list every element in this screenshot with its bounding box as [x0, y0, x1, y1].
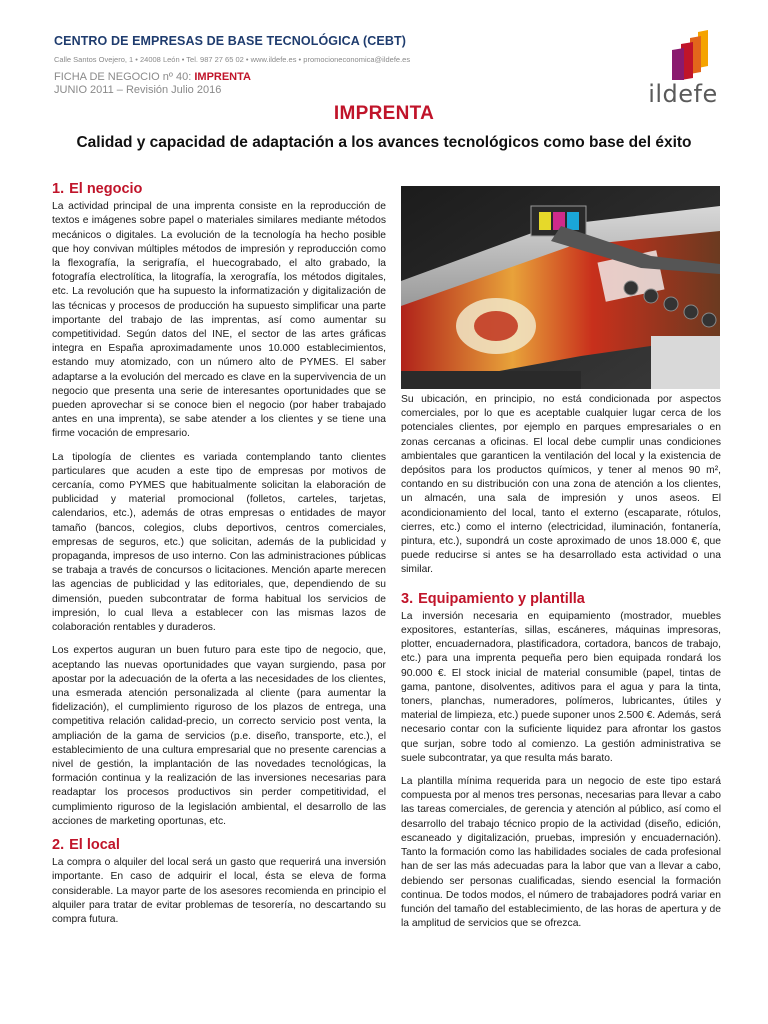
paragraph: La inversión necesaria en equipamiento (mostrador, muebles expositores, estanterías, sillas, escáneres, máquinas impresoras, plotter, encuadernadora, plastificadora, cortadora, bancos de trabajo, etc.) para una imprenta pequeña pero bien equipada rondará los 90.000 €. El stock inicial de material consumible (papel, tintas de gama, pantone, disolventes, aditivos para el agua y para la tinta, toners, planchas, numeradores, polímeros, lubricantes, útiles y material de limpieza, etc.) puede suponer unos 2.500 €. Además, será necesario contar con la suficiente liquidez para afrontar los gastos que surjan, sobre todo al comienzo. La gestión administrativa se suele subcontratar, ya que resulta más barato. — [401, 610, 721, 764]
paragraph: La compra o alquiler del local será un gasto que requerirá una inversión importante. En caso de adquirir el local, ésta se eleva de forma considerable. La mayor parte de los asesores recomienda en principio el alquiler para tratar de evitar problemas de tesorería, no descartando su compra futura. — [52, 857, 386, 925]
paragraph: Los expertos auguran un buen futuro para este tipo de negocio, que, aceptando las nuevas oportunidades que vayan surgiendo, pasa por apostar por la adecuación de la oferta a las necesidades de los clientes, una esmerada atención personalizada al cliente (para aumentar la fidelización), el cumplimiento riguroso de los plazos de entrega, una competitiva relación calidad-precio, un correcto servicio post venta, la ampliación de la gama de servicios (p.e. diseño, transporte, etc.), el establecimiento de una cultura empresarial que no presente carencias a nivel de gestión, la implantación de las novedades tecnológicas, la formación continua y la realización de las inversiones necesarias para readaptar los procesos productivos sin perder competitividad, el cumplimiento riguroso de la legislación ambiental, el desarrollo de las acciones de marketing oportunas, etc. — [52, 645, 386, 827]
section-heading-equipamiento — [401, 592, 721, 606]
organization-name: CENTRO DE EMPRESAS DE BASE TECNOLÓGICA (CEBT) — [54, 34, 406, 48]
section-title: Equipamiento y plantilla — [418, 590, 585, 607]
printer-photo — [401, 186, 720, 389]
logo-mark-icon — [638, 28, 728, 80]
ficha-business-name: IMPRENTA — [194, 71, 251, 83]
paragraph: La tipología de clientes es variada contemplando tanto clientes particulares que acuden a este tipo de empresas por motivos de cercanía, como PYMES que habitualmente solicitan la elaboración de publicidad y material promocional (folletos, carteles, tarjetas, calendarios, etc.), además de otras empresas o entidades de mayor tamaño (bancos, colegios, clubs deportivos, centros comerciales, empresas de seguros, etc.) que solicitan, además de la publicidad y propaganda, impresos de uso interno. Con las administraciones públicas se trabaja a través de concursos o licitaciones. Mención aparte merecen las agencias de publicidad y las editoriales, que, dependiendo de su dimensión, pueden subcontratar de forma habitual los servicios de impresión, lo cual lleva a establecer con las mismas lazos de colaboración rentables y duraderos. — [52, 451, 386, 634]
section-heading-local — [52, 838, 386, 852]
page-subtitle: Calidad y capacidad de adaptación a los avances tecnológicos como base del éxito — [76, 134, 692, 151]
left-column — [52, 182, 386, 936]
logo-wordmark: ildefe — [648, 80, 718, 108]
section-number: 1. — [52, 181, 65, 197]
ficha-line — [54, 71, 614, 83]
right-column — [401, 393, 721, 940]
revision-date: JUNIO 2011 – Revisión Julio 2016 — [54, 84, 222, 96]
ficha-prefix: FICHA DE NEGOCIO nº 40: — [54, 71, 195, 83]
section-number: 2. — [52, 836, 65, 853]
large-format-printer-image — [401, 186, 720, 389]
ildefe-logo — [638, 28, 728, 108]
section-title: El local — [69, 836, 120, 853]
section-title: El negocio — [69, 181, 143, 197]
document-header — [54, 34, 614, 96]
page-title: IMPRENTA — [333, 103, 435, 124]
section-heading-negocio — [52, 182, 386, 196]
paragraph: La plantilla mínima requerida para un negocio de este tipo estará compuesta por al menos tres personas, necesarias para llevar a cabo las tareas comerciales, de gerencia y atención al público, así como el desarrollo del trabajo técnico propio de la actividad (diseño, edición, escaneado y digitalización, pruebas, impresión y encuadernación). Tanto la formación como las habilidades sociales de cada profesional han de ser las más adecuadas para la labor que van a llevar a cabo, debiendo ser personas cualificadas, siendo esencial la formación continua. De todos modos, el número de trabajadores podrá variar en función del tamaño del establecimiento, de las horas de apertura y de la amplitud de servicios que se ofrezca. — [401, 776, 721, 930]
contact-address: Calle Santos Ovejero, 1 • 24008 León • Tel. 987 27 65 02 • www.ildefe.es • promocioneconomica@ildefe.es — [54, 55, 411, 64]
paragraph: La actividad principal de una imprenta consiste en la reproducción de textos e imágenes sobre papel o materiales similares mediante métodos mecánicos o digitales. La evolución de la tecnología ha hecho posible que hoy convivan múltiples métodos de impresión y reproducción como la flexografía, la serigrafía, el huecograbado, el alto grabado, la fotografía electrolítica, la litografía, la xerografía, los métodos digitales, etc. La revolución que ha supuesto la informatización y digitalización de las técnicas y procesos de producción ha supuesto simplificar una parte importante del trabajo de las imprentas, así como aumentar su competitividad. Según datos del INE, el sector de las artes gráficas integra en España aproximadamente unos 10.000 establecimientos, estando muy atomizado, con un número alto de PYMES. El saber adaptarse a la evolución del mercado es clave en la supervivencia de un negocio que presenta una serie de interesantes oportunidades que se pueden aprovechar si se conoce bien el negocio (por haber trabajado antes en una imprenta), se sabe atender a los clientes y se tiene una firme vocación de empresario. — [52, 201, 386, 440]
paragraph: Su ubicación, en principio, no está condicionada por aspectos comerciales, por lo que es aceptable cualquier lugar cerca de los potenciales clientes, por ejemplo en parques empresariales o en zonas cercanas a oficinas. El local debe cumplir unas condiciones ambientales que garanticen la ventilación del local y la existencia de depósitos para los productos químicos, y tener al menos 90 m², contando en su distribución con una zona de atención a los clientes, un almacén, una sala de impresión y unos aseos. El acondicionamiento del local, tanto el externo (escaparate, rótulos, cierres, etc.) como el interno (electricidad, iluminación, fontanería, pintura, etc.), supondrá un coste aproximado de unos 18.000 €, que puede reducirse si antes se ha desarrollado esta actividad o una similar. — [401, 394, 721, 576]
section-number: 3. — [401, 590, 414, 607]
